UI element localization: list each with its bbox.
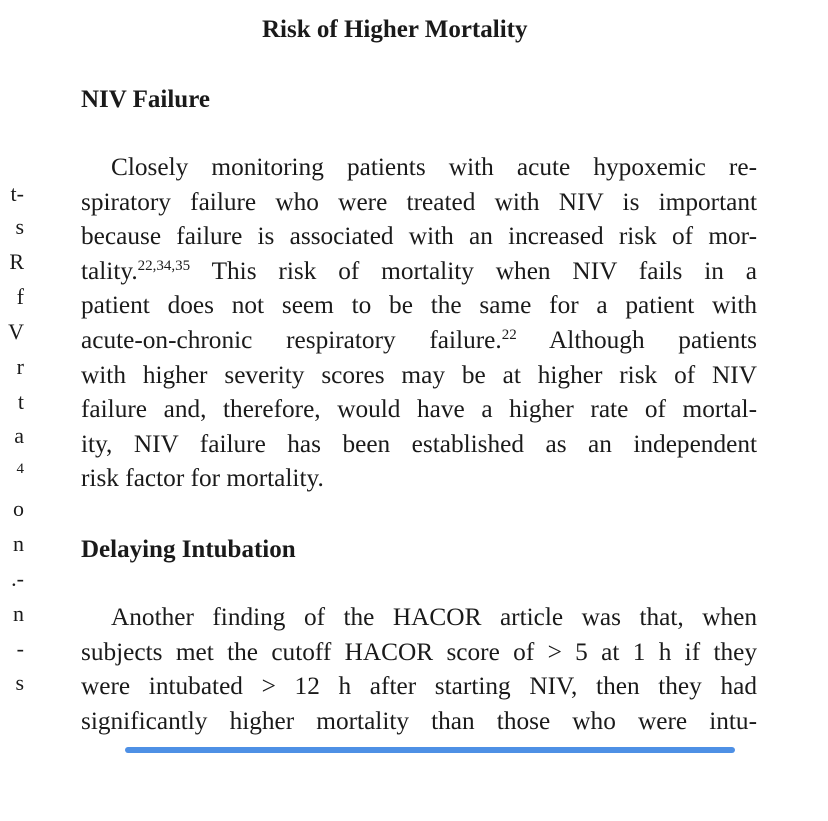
left-fragment: r — [16, 354, 24, 379]
text-line: Closely monitoring patients with acute hypoxemic re- — [111, 153, 757, 181]
paragraph-niv-failure — [81, 150, 757, 496]
left-fragment: s — [15, 670, 24, 695]
left-fragment: s — [15, 214, 24, 239]
citation-superscript: 22,34,35 — [137, 257, 191, 274]
text-line: ity, NIV failure has been established as an independent — [81, 429, 757, 458]
text-line: subjects met the cutoff HACOR score of > 5 at 1 h if they — [81, 637, 757, 666]
text-line: failure and, therefore, would have a higher rate of mortal- — [81, 395, 757, 424]
text-line: because failure is associated with an increased risk of mor- — [81, 222, 757, 251]
text-line: spiratory failure who were treated with NIV is important — [81, 187, 757, 216]
paragraph-delaying-intubation — [81, 600, 757, 738]
left-fragment: 4 — [16, 461, 24, 477]
text-line: were intubated > 12 h after starting NIV, then they had — [81, 672, 757, 701]
left-fragment: n — [13, 531, 24, 556]
left-fragment: R — [9, 249, 24, 274]
text-line: significantly higher mortality than those who were intu- — [81, 706, 757, 735]
left-fragment: V — [8, 319, 24, 344]
subheading-delaying-intubation: Delaying Intubation — [81, 536, 296, 563]
text-line: patient does not seem to be the same for a patient with — [81, 291, 757, 320]
text-run: This risk of mortality when NIV fails in a — [190, 256, 757, 285]
left-fragment: t- — [10, 181, 24, 206]
text-run: acute-on-chronic respiratory failure. — [81, 325, 502, 354]
highlighter-underline — [125, 747, 735, 753]
text-line: with higher severity scores may be at higher risk of NIV — [81, 360, 757, 389]
left-fragment: o — [13, 496, 24, 521]
left-fragment: - — [16, 636, 24, 661]
left-fragment: t — [17, 389, 24, 414]
left-fragment: n — [13, 601, 24, 626]
text-run: tality. — [81, 256, 138, 285]
left-fragment: f — [16, 284, 24, 309]
text-line — [81, 323, 757, 358]
text-line: Another finding of the HACOR article was that, when — [111, 603, 757, 631]
text-line: risk factor for mortality. — [81, 464, 324, 493]
citation-superscript: 22 — [501, 326, 517, 343]
section-title: Risk of Higher Mortality — [262, 16, 528, 43]
text-run: Although patients — [516, 325, 757, 354]
text-line — [81, 254, 757, 289]
left-fragment: .- — [11, 566, 24, 591]
left-fragment: a — [14, 423, 24, 448]
subheading-niv-failure: NIV Failure — [81, 86, 210, 113]
